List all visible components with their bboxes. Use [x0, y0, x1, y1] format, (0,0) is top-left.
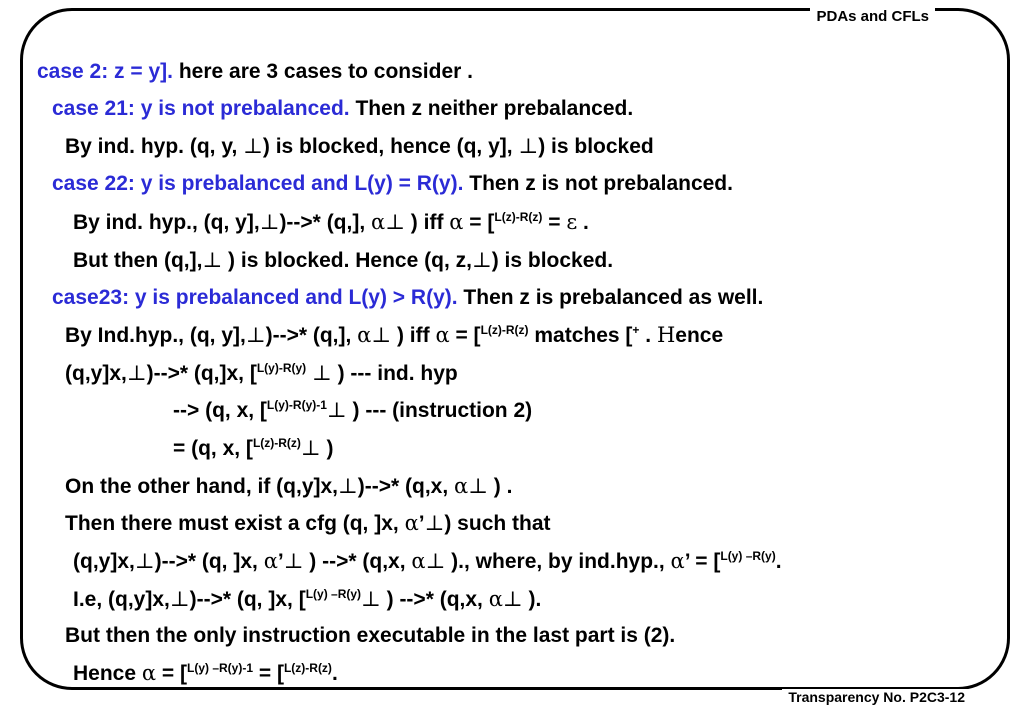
line-12: On the other hand, if (q,y]x,⊥)-->* (q,x, α⊥ ) . [65, 474, 513, 498]
line-7: case23: y is prebalanced and L(y) > R(y). Then z is prebalanced as well. [52, 286, 764, 309]
line-14: (q,y]x,⊥)-->* (q, ]x, α’⊥ ) -->* (q,x, α⊥ )., where, by ind.hyp., α’ = [$^{L(y) -R(y)}$. [73, 549, 782, 573]
line-3: By ind. hyp. (q, y, ⊥) is blocked, hence (q, y], ⊥) is blocked [65, 134, 654, 158]
line-17: Hence α = [$^{L(y) -R(y)-1}$ = [$^{L(z)-R(z)}$. [73, 661, 338, 685]
line-4: case 22: y is prebalanced and L(y) = R(y). Then z is not prebalanced. [52, 172, 733, 195]
case-23-heading: case23: y is prebalanced and L(y) > R(y). [52, 286, 458, 309]
case-21-heading: case 21: y is not prebalanced. [52, 97, 350, 120]
line-13: Then there must exist a cfg (q, ]x, α’⊥) such that [65, 511, 551, 535]
line-6: But then (q,],⊥ ) is blocked. Hence (q, z,⊥) is blocked. [73, 248, 614, 272]
line-11: = (q, x, [$^{L(z)-R(z)}$⊥ ) [173, 436, 334, 460]
line-9: (q,y]x,⊥)-->* (q,]x, [$^{L(y)-R(y)}$ ⊥ ) --- ind. hyp [65, 361, 458, 385]
line-8: By Ind.hyp., (q, y],⊥)-->* (q,], α⊥ ) iff α = [$^{L(z)-R(z)}$ matches [+ . Hence [65, 323, 724, 347]
line-5: By ind. hyp., (q, y],⊥)-->* (q,], α⊥ ) iff α = [$^{L(z)-R(z)}$ = ε . [73, 210, 589, 234]
header-title: PDAs and CFLs [810, 8, 935, 25]
footer-text: Transparency No. P2C3-12 [782, 689, 971, 705]
line-1: case 2: z = y]. here are 3 cases to consider . [37, 60, 473, 83]
line-15: I.e, (q,y]x,⊥)-->* (q, ]x, [$^{L(y) -R(y)}$⊥ ) -->* (q,x, α⊥ ). [73, 587, 542, 611]
case-22-heading: case 22: y is prebalanced and L(y) = R(y). [52, 172, 464, 195]
line-2: case 21: y is not prebalanced. Then z neither prebalanced. [52, 97, 634, 120]
case-2-heading: case 2: z = y]. [37, 60, 173, 83]
line-10: --> (q, x, [$^{L(y)-R(y)-1}$⊥ ) --- (instruction 2) [173, 398, 533, 422]
line-16: But then the only instruction executable in the last part is (2). [65, 624, 676, 647]
